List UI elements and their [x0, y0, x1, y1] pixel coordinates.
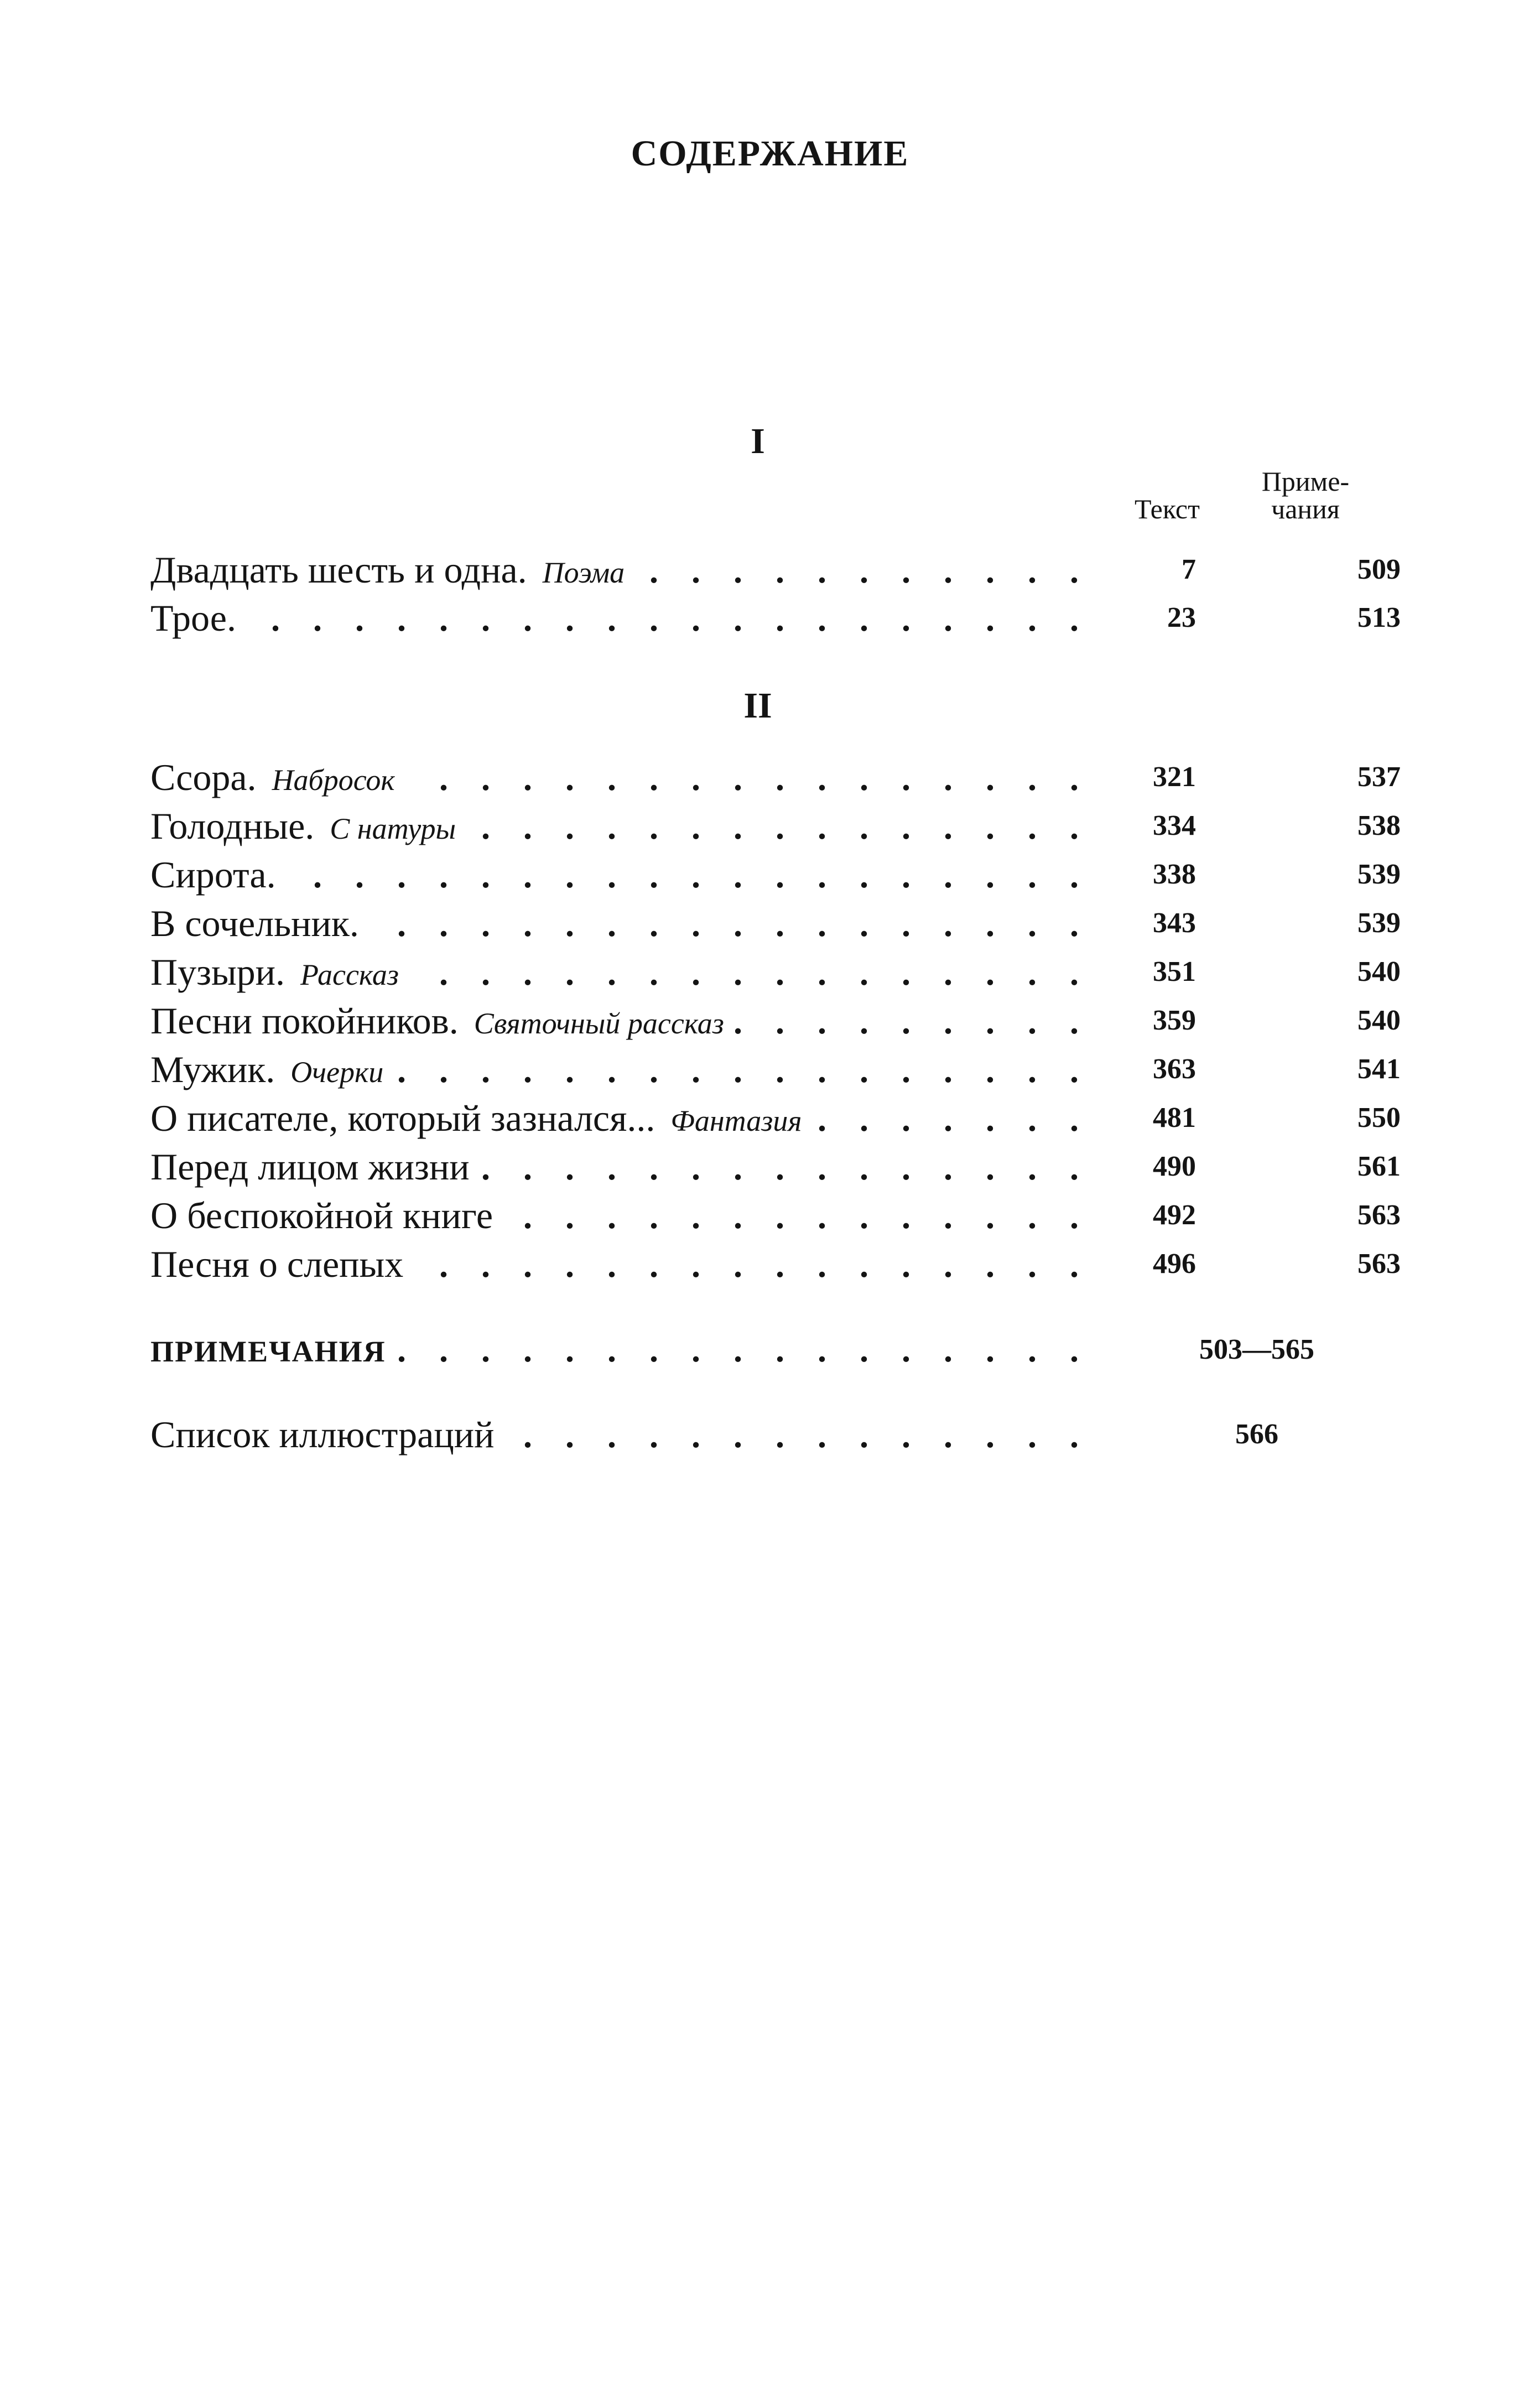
notes-page-number: 537	[1357, 761, 1401, 793]
dot-leader	[247, 594, 1091, 643]
column-header-text: Текст	[1135, 493, 1200, 524]
text-page-number: 481	[1153, 1102, 1196, 1134]
toc-entry[interactable]	[150, 1142, 1401, 1192]
text-page-number: 490	[1153, 1151, 1196, 1182]
text-page-number: 496	[1153, 1248, 1196, 1280]
toc-entry[interactable]	[150, 1191, 1401, 1240]
text-page-number: 7	[1182, 554, 1196, 585]
entry-title: ПРИМЕЧАНИЯ	[150, 1335, 386, 1368]
text-page-number: 359	[1153, 1005, 1196, 1036]
dot-leader	[397, 1325, 1091, 1375]
text-page-number: 338	[1153, 859, 1196, 890]
entry-title: Перед лицом жизни	[150, 1146, 470, 1188]
notes-page-number: 539	[1357, 907, 1401, 939]
dot-leader	[636, 546, 1091, 595]
notes-page-number: 513	[1357, 602, 1401, 633]
dot-leader	[287, 851, 1091, 900]
toc-entry[interactable]	[150, 1044, 1401, 1094]
dot-leader	[414, 1240, 1091, 1289]
dot-leader	[506, 1411, 1091, 1459]
entry-subtitle: С натуры	[330, 812, 456, 845]
notes-page-number: 541	[1357, 1053, 1401, 1085]
dot-leader	[504, 1192, 1091, 1240]
notes-page-number: 539	[1357, 859, 1401, 890]
entry-title: Мужик.	[150, 1048, 275, 1090]
entry-title: Двадцать шесть и одна.	[150, 549, 527, 591]
entry-title: В сочельник.	[150, 902, 359, 944]
section-numeral-2: II	[743, 685, 772, 726]
dot-leader	[394, 1046, 1091, 1094]
entry-title: Трое.	[150, 597, 236, 639]
column-header-notes-line1: Приме-	[1261, 466, 1350, 497]
entry-title: Песня о слепых	[150, 1243, 404, 1285]
entry-title: Ссора.	[150, 756, 257, 798]
toc-entry[interactable]	[150, 752, 1401, 802]
notes-page-number: 540	[1357, 956, 1401, 987]
toc-entry-illustrations[interactable]	[150, 1410, 1378, 1459]
text-page-number: 23	[1167, 602, 1196, 633]
notes-page-number: 561	[1357, 1151, 1401, 1182]
illustrations-page-number: 566	[1235, 1418, 1278, 1450]
entry-title: О беспокойной книге	[150, 1194, 493, 1236]
dot-leader	[370, 900, 1091, 948]
entry-subtitle: Фантазия	[670, 1104, 802, 1137]
toc-entry[interactable]	[150, 850, 1401, 900]
entry-title: Список иллюстраций	[150, 1413, 495, 1455]
entry-title: Сирота.	[150, 854, 276, 896]
entry-title: Пузыри.	[150, 951, 285, 993]
entry-subtitle: Святочный рассказ	[474, 1007, 724, 1040]
dot-leader	[410, 948, 1091, 997]
notes-page-number: 563	[1357, 1248, 1401, 1280]
toc-entry[interactable]	[150, 593, 1401, 643]
notes-page-number: 563	[1357, 1199, 1401, 1231]
notes-page-number: 538	[1357, 810, 1401, 841]
notes-page-number: 540	[1357, 1005, 1401, 1036]
toc-entry[interactable]	[150, 545, 1401, 595]
toc-entry[interactable]	[150, 801, 1401, 851]
dot-leader	[481, 1143, 1091, 1192]
toc-entry-notes[interactable]	[150, 1325, 1378, 1375]
column-header-notes-line2: чания	[1271, 493, 1340, 524]
text-page-number: 321	[1153, 761, 1196, 793]
notes-page-number: 509	[1357, 554, 1401, 585]
dot-leader	[813, 1094, 1091, 1143]
text-page-number: 334	[1153, 810, 1196, 841]
entry-subtitle: Очерки	[290, 1056, 384, 1089]
toc-entry[interactable]	[150, 1239, 1401, 1289]
toc-entry[interactable]	[150, 996, 1401, 1046]
toc-entry[interactable]	[150, 898, 1401, 948]
text-page-number: 492	[1153, 1199, 1196, 1231]
text-page-number: 351	[1153, 956, 1196, 987]
page-title: СОДЕРЖАНИЕ	[631, 133, 909, 174]
dot-leader	[467, 802, 1091, 851]
dot-leader	[406, 753, 1091, 802]
toc-entry[interactable]	[150, 1093, 1401, 1143]
text-page-number: 343	[1153, 907, 1196, 939]
section-numeral-1: I	[751, 421, 765, 461]
entry-title: Песни покойников.	[150, 1000, 459, 1042]
toc-entry[interactable]	[150, 947, 1401, 997]
entry-title: Голодные.	[150, 805, 315, 847]
entry-subtitle: Набросок	[272, 763, 395, 797]
entry-title: О писателе, который зазнался...	[150, 1097, 655, 1139]
text-page-number: 363	[1153, 1053, 1196, 1085]
entry-subtitle: Рассказ	[300, 958, 399, 991]
dot-leader	[735, 997, 1091, 1046]
notes-page-number: 550	[1357, 1102, 1401, 1134]
entry-subtitle: Поэма	[542, 556, 625, 589]
notes-page-range: 503—565	[1199, 1334, 1314, 1365]
